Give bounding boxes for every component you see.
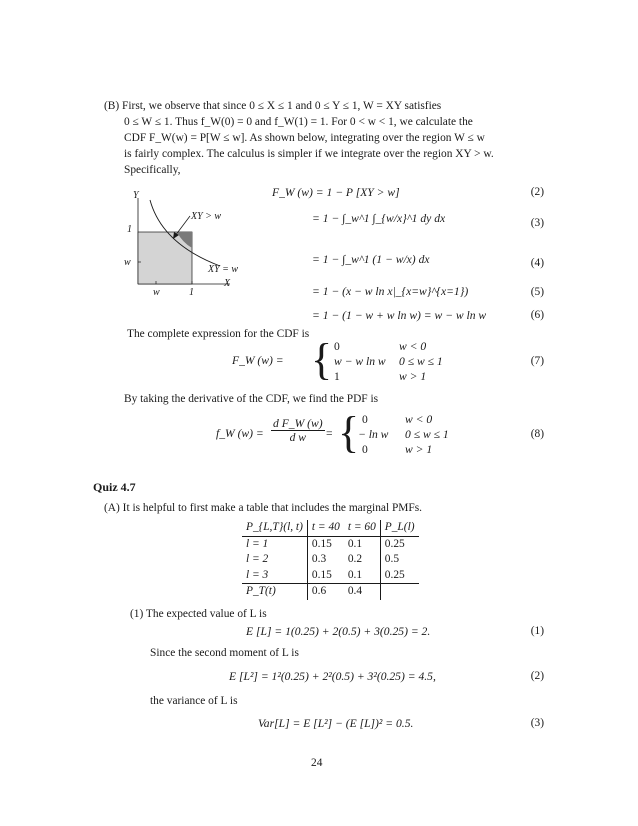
pdf-row-3-cond: w > 1: [405, 443, 433, 456]
eq-expected-value: E [L] = 1(0.25) + 2(0.5) + 3(0.25) = 2.: [246, 625, 431, 638]
table-cell: P_T(t): [242, 584, 307, 600]
region-figure: [112, 186, 252, 298]
cdf-row-3-cond: w > 1: [399, 370, 427, 383]
cdf-row-1-val: 0: [334, 340, 340, 353]
table-cell: 0.1: [344, 536, 380, 552]
region-label: XY > w: [191, 211, 222, 222]
part-b-line-1: (B) First, we observe that since 0 ≤ X ≤ 1 and 0 ≤ Y ≤ 1, W = XY satisfies: [104, 100, 442, 112]
tick-w-x-label: w: [153, 287, 160, 298]
eq-second-moment: E [L²] = 1²(0.25) + 2²(0.5) + 3²(0.25) = 4.5,: [229, 670, 436, 683]
quiz-text-2: Since the second moment of L is: [150, 647, 299, 659]
pdf-frac-num: d F_W (w): [273, 417, 323, 430]
table-cell: 0.3: [311, 553, 327, 565]
eq-number-7: (7): [530, 355, 544, 367]
cdf-row-1-cond: w < 0: [399, 340, 427, 353]
table-cell: 0.15: [307, 568, 343, 584]
quiz-title: Quiz 4.7: [93, 480, 136, 494]
table-cell: 0.5: [384, 553, 400, 565]
table-cell: 0.2: [344, 552, 380, 568]
table-header-cell: P_{L,T}(l, t): [242, 520, 307, 536]
table-cell: 0.6: [311, 585, 327, 597]
eq-number-2: (2): [530, 186, 544, 198]
text-pdf: By taking the derivative of the CDF, we find the PDF is: [124, 393, 379, 405]
tick-1-x-label: 1: [189, 287, 194, 298]
table-cell: l = 1: [242, 536, 307, 552]
table-header-cell: P_L(l): [380, 520, 418, 536]
eq-cdf-line-3: = 1 − ∫_w^1 ∫_{w/x}^1 dy dx: [312, 212, 446, 225]
quiz-text-3: the variance of L is: [150, 695, 238, 707]
pdf-frac-den: d w: [289, 431, 307, 444]
cdf-piece-lhs: F_W (w) =: [232, 354, 284, 367]
pdf-piece-lhs: f_W (w) =: [216, 427, 264, 440]
pdf-row-1-cond: w < 0: [405, 413, 433, 426]
table-cell: l = 3: [242, 568, 307, 584]
y-axis-label: Y: [133, 190, 139, 201]
pdf-row-3-val: 0: [362, 443, 368, 456]
part-b-line-4: is fairly complex. The calculus is simpler if we integrate over the region XY > w.: [124, 148, 494, 160]
table-cell: 0.15: [311, 537, 332, 550]
cdf-row-2-val: w − w ln w: [334, 355, 386, 368]
eq-number-5: (5): [530, 286, 544, 298]
table-header-cell: t = 40: [307, 520, 343, 536]
eq-cdf-line-5: = 1 − (x − w ln x|_{x=w}^{x=1}): [312, 285, 469, 298]
quiz-eq-number-2: (2): [530, 670, 544, 682]
pdf-row-2-cond: 0 ≤ w ≤ 1: [405, 428, 449, 441]
eq-number-3: (3): [530, 217, 544, 229]
part-b-line-3: CDF F_W(w) = P[W ≤ w]. As shown below, integrating over the region W ≤ w: [124, 132, 485, 144]
cdf-row-3-val: 1: [334, 370, 340, 383]
part-b-line-5: Specifically,: [124, 164, 181, 176]
table-cell: 0.25: [380, 568, 418, 584]
cdf-brace: {: [311, 335, 333, 384]
quiz-part-a: (A) It is helpful to first make a table that includes the marginal PMFs.: [104, 502, 423, 514]
pdf-equals: =: [326, 427, 333, 440]
table-cell: l = 2: [242, 552, 307, 568]
quiz-eq-number-3: (3): [530, 717, 544, 729]
eq-cdf-line-6: = 1 − (1 − w + w ln w) = w − w ln w: [312, 309, 487, 322]
part-b-line-2: 0 ≤ W ≤ 1. Thus f_W(0) = 0 and f_W(1) = 1. For 0 < w < 1, we calculate the: [124, 116, 473, 128]
tick-w-y-label: w: [124, 257, 131, 268]
table-header-row: [242, 520, 419, 536]
pdf-brace: {: [338, 408, 360, 457]
quiz-eq-number-1: (1): [530, 625, 544, 637]
cdf-row-2-cond: 0 ≤ w ≤ 1: [399, 355, 443, 368]
pdf-derivative-fraction: [271, 417, 325, 444]
quiz-item-1: (1) The expected value of L is: [130, 608, 267, 620]
pdf-row-2-val: − ln w: [358, 428, 389, 441]
eq-cdf-line-4: = 1 − ∫_w^1 (1 − w/x) dx: [312, 253, 430, 266]
eq-number-8: (8): [530, 428, 544, 440]
page-number: 24: [311, 757, 323, 769]
eq-number-6: (6): [530, 309, 544, 321]
table-row: [242, 552, 419, 568]
table-header-cell: t = 60: [344, 520, 380, 536]
table-cell: 0.4: [344, 584, 380, 600]
tick-1-y-label: 1: [127, 224, 132, 235]
joint-pmf-table: [242, 520, 419, 600]
table-cell: 0.1: [344, 568, 380, 584]
curve-label: XY = w: [208, 264, 239, 275]
table-footer-row: [242, 584, 419, 600]
eq-number-4: (4): [530, 257, 544, 269]
table-cell: 0.25: [384, 537, 405, 550]
eq-cdf-line-2: F_W (w) = 1 − P [XY > w]: [272, 186, 400, 199]
text-cdf: The complete expression for the CDF is: [127, 328, 310, 340]
table-cell: [380, 584, 418, 600]
x-axis-label: X: [224, 278, 231, 289]
table-row: [242, 536, 419, 552]
pdf-row-1-val: 0: [362, 413, 368, 426]
eq-variance: Var[L] = E [L²] − (E [L])² = 0.5.: [258, 717, 414, 730]
table-row: [242, 568, 419, 584]
